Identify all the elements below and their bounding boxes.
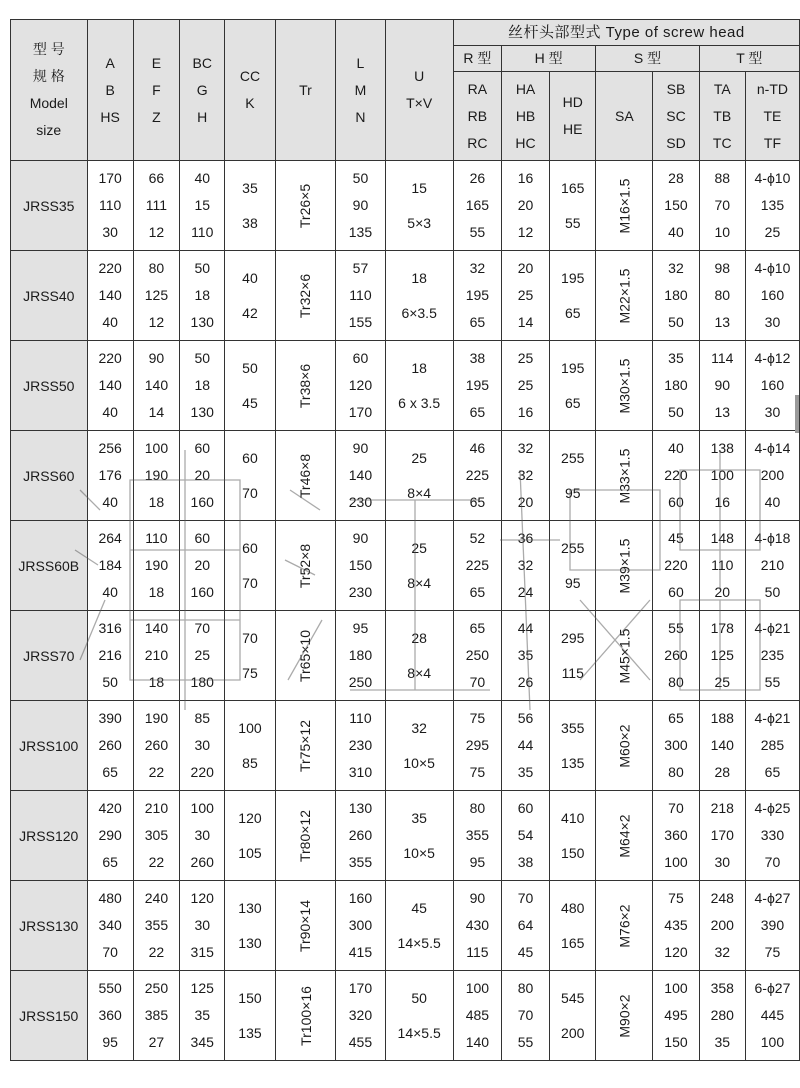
cell-l-m-n: 50 90 135: [336, 161, 385, 251]
cell-bc-g-h: 120 30 315: [180, 881, 225, 971]
cell-td-te-tf: 4-ϕ27 390 75: [745, 881, 799, 971]
type-h-header: H 型: [501, 46, 595, 72]
cell-bc-g-h: 60 20 160: [180, 431, 225, 521]
cell-a-b-hs: 264 184 40: [87, 521, 133, 611]
scrollbar-thumb[interactable]: [795, 395, 799, 433]
cell-sb-sc-sd: 75 435 120: [653, 881, 699, 971]
cell-ta-tb-tc: 138 100 16: [699, 431, 745, 521]
cell-e-f-z: 100 190 18: [133, 431, 179, 521]
model-cell: JRSS70: [11, 611, 88, 701]
table-row: [11, 971, 800, 1061]
cell-e-f-z: 250 385 27: [133, 971, 179, 1061]
cell-td-te-tf: 4-ϕ14 200 40: [745, 431, 799, 521]
cell-bc-g-h: 85 30 220: [180, 701, 225, 791]
table-row: [11, 791, 800, 881]
cell-e-f-z: 90 140 14: [133, 341, 179, 431]
cell-sa: M60×2: [596, 701, 653, 791]
sub-td: n-TD TE TF: [745, 72, 799, 161]
sub-r: RA RB RC: [453, 72, 501, 161]
cell-r: 100 485 140: [453, 971, 501, 1061]
cell-hd-he: 195 65: [550, 341, 596, 431]
cell-a-b-hs: 390 260 65: [87, 701, 133, 791]
header-l-m-n: L M N: [336, 20, 385, 161]
cell-h: 60 54 38: [501, 791, 549, 881]
cell-r: 38 195 65: [453, 341, 501, 431]
cell-l-m-n: 170 320 455: [336, 971, 385, 1061]
cell-cc-k: 50 45: [225, 341, 275, 431]
cell-h: 16 20 12: [501, 161, 549, 251]
cell-sa: M45×1.5: [596, 611, 653, 701]
cell-bc-g-h: 125 35 345: [180, 971, 225, 1061]
cell-hd-he: 165 55: [550, 161, 596, 251]
cell-h: 44 35 26: [501, 611, 549, 701]
cell-l-m-n: 60 120 170: [336, 341, 385, 431]
cell-e-f-z: 190 260 22: [133, 701, 179, 791]
cell-cc-k: 60 70: [225, 431, 275, 521]
cell-u-tv: 18 6 x 3.5: [385, 341, 453, 431]
cell-tr: Tr65×10: [275, 611, 336, 701]
cell-td-te-tf: 4-ϕ10 160 30: [745, 251, 799, 341]
cell-ta-tb-tc: 88 70 10: [699, 161, 745, 251]
cell-tr: Tr90×14: [275, 881, 336, 971]
header-cc-k: CC K: [225, 20, 275, 161]
cell-sa: M16×1.5: [596, 161, 653, 251]
cell-tr: Tr75×12: [275, 701, 336, 791]
cell-r: 65 250 70: [453, 611, 501, 701]
cell-a-b-hs: 420 290 65: [87, 791, 133, 881]
model-cell: JRSS40: [11, 251, 88, 341]
table-row: [11, 341, 800, 431]
type-r-header: R 型: [453, 46, 501, 72]
model-cell: JRSS130: [11, 881, 88, 971]
cell-a-b-hs: 220 140 40: [87, 251, 133, 341]
cell-e-f-z: 66 111 12: [133, 161, 179, 251]
cell-sa: M22×1.5: [596, 251, 653, 341]
cell-u-tv: 32 10×5: [385, 701, 453, 791]
sub-sb: SB SC SD: [653, 72, 699, 161]
cell-l-m-n: 95 180 250: [336, 611, 385, 701]
model-cell: JRSS35: [11, 161, 88, 251]
cell-ta-tb-tc: 114 90 13: [699, 341, 745, 431]
header-bc-g-h: BC G H: [180, 20, 225, 161]
cell-td-te-tf: 6-ϕ27 445 100: [745, 971, 799, 1061]
model-header: 型 号 规 格 Model size: [11, 20, 88, 161]
cell-l-m-n: 57 110 155: [336, 251, 385, 341]
cell-hd-he: 255 95: [550, 431, 596, 521]
spec-table: [10, 19, 800, 1061]
cell-l-m-n: 90 140 230: [336, 431, 385, 521]
cell-ta-tb-tc: 248 200 32: [699, 881, 745, 971]
cell-bc-g-h: 50 18 130: [180, 341, 225, 431]
cell-hd-he: 195 65: [550, 251, 596, 341]
cell-a-b-hs: 480 340 70: [87, 881, 133, 971]
header-e-f-z: E F Z: [133, 20, 179, 161]
sub-sa: SA: [596, 72, 653, 161]
cell-tr: Tr80×12: [275, 791, 336, 881]
cell-cc-k: 35 38: [225, 161, 275, 251]
cell-ta-tb-tc: 218 170 30: [699, 791, 745, 881]
cell-r: 75 295 75: [453, 701, 501, 791]
cell-sb-sc-sd: 70 360 100: [653, 791, 699, 881]
cell-sa: M76×2: [596, 881, 653, 971]
cell-e-f-z: 80 125 12: [133, 251, 179, 341]
cell-a-b-hs: 550 360 95: [87, 971, 133, 1061]
cell-cc-k: 60 70: [225, 521, 275, 611]
cell-h: 32 32 20: [501, 431, 549, 521]
cell-td-te-tf: 4-ϕ21 235 55: [745, 611, 799, 701]
cell-h: 70 64 45: [501, 881, 549, 971]
cell-cc-k: 70 75: [225, 611, 275, 701]
cell-r: 26 165 55: [453, 161, 501, 251]
cell-td-te-tf: 4-ϕ18 210 50: [745, 521, 799, 611]
cell-bc-g-h: 100 30 260: [180, 791, 225, 881]
cell-r: 46 225 65: [453, 431, 501, 521]
cell-bc-g-h: 40 15 110: [180, 161, 225, 251]
cell-ta-tb-tc: 358 280 35: [699, 971, 745, 1061]
cell-sa: M90×2: [596, 971, 653, 1061]
cell-tr: Tr100×16: [275, 971, 336, 1061]
cell-l-m-n: 130 260 355: [336, 791, 385, 881]
cell-bc-g-h: 50 18 130: [180, 251, 225, 341]
cell-cc-k: 130 130: [225, 881, 275, 971]
cell-a-b-hs: 316 216 50: [87, 611, 133, 701]
header-tr: Tr: [275, 20, 336, 161]
cell-bc-g-h: 60 20 160: [180, 521, 225, 611]
table-row: [11, 521, 800, 611]
cell-td-te-tf: 4-ϕ10 135 25: [745, 161, 799, 251]
cell-sb-sc-sd: 45 220 60: [653, 521, 699, 611]
cell-r: 52 225 65: [453, 521, 501, 611]
cell-td-te-tf: 4-ϕ12 160 30: [745, 341, 799, 431]
cell-u-tv: 28 8×4: [385, 611, 453, 701]
cell-e-f-z: 110 190 18: [133, 521, 179, 611]
cell-sb-sc-sd: 35 180 50: [653, 341, 699, 431]
model-cell: JRSS150: [11, 971, 88, 1061]
cell-r: 80 355 95: [453, 791, 501, 881]
cell-l-m-n: 90 150 230: [336, 521, 385, 611]
cell-a-b-hs: 220 140 40: [87, 341, 133, 431]
type-t-header: T 型: [699, 46, 799, 72]
cell-tr: Tr26×5: [275, 161, 336, 251]
cell-tr: Tr38×6: [275, 341, 336, 431]
cell-cc-k: 40 42: [225, 251, 275, 341]
cell-h: 80 70 55: [501, 971, 549, 1061]
cell-l-m-n: 110 230 310: [336, 701, 385, 791]
cell-sb-sc-sd: 100 495 150: [653, 971, 699, 1061]
sub-h: HA HB HC: [501, 72, 549, 161]
sub-ta: TA TB TC: [699, 72, 745, 161]
header-u-tv: U T×V: [385, 20, 453, 161]
cell-a-b-hs: 256 176 40: [87, 431, 133, 521]
cell-u-tv: 15 5×3: [385, 161, 453, 251]
cell-ta-tb-tc: 148 110 20: [699, 521, 745, 611]
cell-ta-tb-tc: 178 125 25: [699, 611, 745, 701]
cell-tr: Tr52×8: [275, 521, 336, 611]
cell-ta-tb-tc: 98 80 13: [699, 251, 745, 341]
cell-hd-he: 410 150: [550, 791, 596, 881]
table-row: [11, 611, 800, 701]
cell-sb-sc-sd: 32 180 50: [653, 251, 699, 341]
cell-hd-he: 355 135: [550, 701, 596, 791]
model-cell: JRSS100: [11, 701, 88, 791]
cell-sb-sc-sd: 28 150 40: [653, 161, 699, 251]
cell-e-f-z: 140 210 18: [133, 611, 179, 701]
cell-sa: M30×1.5: [596, 341, 653, 431]
screw-head-header: 丝杆头部型式 Type of screw head: [453, 20, 799, 46]
cell-a-b-hs: 170 110 30: [87, 161, 133, 251]
cell-r: 90 430 115: [453, 881, 501, 971]
model-cell: JRSS60B: [11, 521, 88, 611]
cell-h: 56 44 35: [501, 701, 549, 791]
cell-cc-k: 150 135: [225, 971, 275, 1061]
cell-cc-k: 100 85: [225, 701, 275, 791]
model-cell: JRSS60: [11, 431, 88, 521]
cell-u-tv: 50 14×5.5: [385, 971, 453, 1061]
table-row: [11, 881, 800, 971]
cell-h: 20 25 14: [501, 251, 549, 341]
cell-cc-k: 120 105: [225, 791, 275, 881]
cell-tr: Tr32×6: [275, 251, 336, 341]
model-cell: JRSS50: [11, 341, 88, 431]
cell-hd-he: 545 200: [550, 971, 596, 1061]
cell-sb-sc-sd: 65 300 80: [653, 701, 699, 791]
cell-u-tv: 25 8×4: [385, 431, 453, 521]
cell-u-tv: 18 6×3.5: [385, 251, 453, 341]
type-s-header: S 型: [596, 46, 699, 72]
cell-hd-he: 295 115: [550, 611, 596, 701]
table-row: [11, 251, 800, 341]
cell-u-tv: 35 10×5: [385, 791, 453, 881]
cell-sa: M64×2: [596, 791, 653, 881]
cell-u-tv: 45 14×5.5: [385, 881, 453, 971]
cell-h: 36 32 24: [501, 521, 549, 611]
table-row: [11, 161, 800, 251]
cell-sa: M39×1.5: [596, 521, 653, 611]
cell-hd-he: 255 95: [550, 521, 596, 611]
cell-ta-tb-tc: 188 140 28: [699, 701, 745, 791]
table-row: [11, 701, 800, 791]
cell-r: 32 195 65: [453, 251, 501, 341]
header-a-b-hs: A B HS: [87, 20, 133, 161]
cell-e-f-z: 210 305 22: [133, 791, 179, 881]
cell-sa: M33×1.5: [596, 431, 653, 521]
cell-sb-sc-sd: 40 220 60: [653, 431, 699, 521]
sub-hd: HD HE: [550, 72, 596, 161]
cell-tr: Tr46×8: [275, 431, 336, 521]
cell-bc-g-h: 70 25 180: [180, 611, 225, 701]
model-cell: JRSS120: [11, 791, 88, 881]
cell-td-te-tf: 4-ϕ21 285 65: [745, 701, 799, 791]
cell-h: 25 25 16: [501, 341, 549, 431]
cell-td-te-tf: 4-ϕ25 330 70: [745, 791, 799, 881]
cell-u-tv: 25 8×4: [385, 521, 453, 611]
cell-sb-sc-sd: 55 260 80: [653, 611, 699, 701]
cell-hd-he: 480 165: [550, 881, 596, 971]
cell-e-f-z: 240 355 22: [133, 881, 179, 971]
table-row: [11, 431, 800, 521]
cell-l-m-n: 160 300 415: [336, 881, 385, 971]
